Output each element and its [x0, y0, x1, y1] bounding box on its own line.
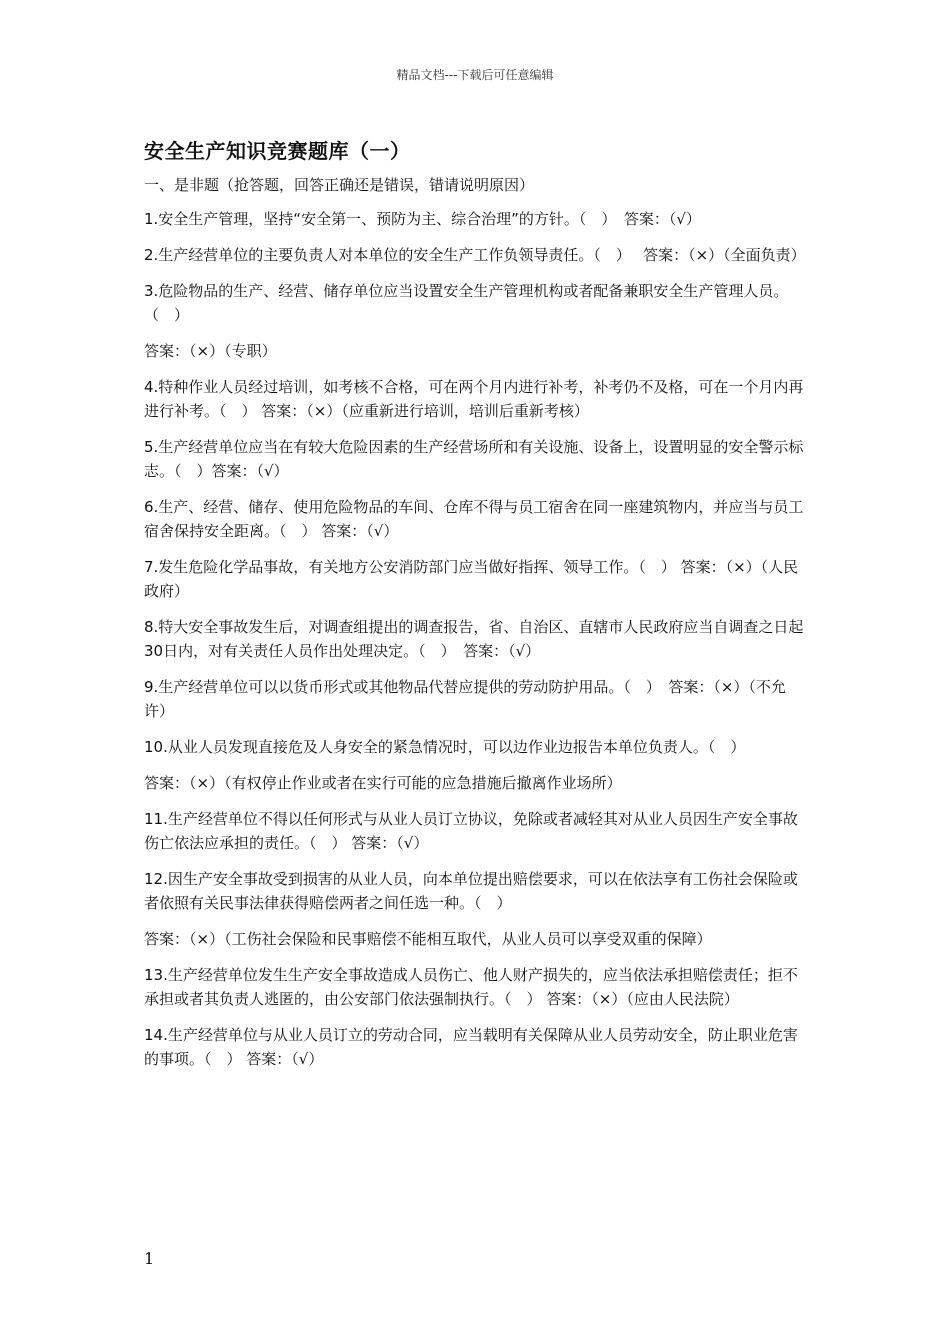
section-heading: 一、是非题（抢答题，回答正确还是错误，错请说明原因）: [144, 176, 535, 194]
answer-10: 答案：（×）（有权停止作业或者在实行可能的应急措施后撤离作业场所）: [144, 774, 622, 792]
question-9: 9.生产经营单位可以以货币形式或其他物品代替应提供的劳动防护用品。（ ） 答案：（×）（不允许）: [144, 678, 786, 720]
question-1: 1.安全生产管理，坚持“安全第一、预防为主、综合治理”的方针。（ ） 答案：（√）: [144, 210, 701, 228]
question-8: 8.特大安全事故发生后，对调查组提出的调查报告，省、自治区、直辖市人民政府应当自调查之日起30日内，对有关责任人员作出处理决定。（ ） 答案：（√）: [144, 618, 804, 660]
question-5: 5.生产经营单位应当在有较大危险因素的生产经营场所和有关设施、设备上，设置明显的安全警示标志。（ ）答案：（√）: [144, 438, 804, 480]
question-list: [144, 207, 808, 1083]
question-6: 6.生产、经营、储存、使用危险物品的车间、仓库不得与员工宿舍在同一座建筑物内，并应当与员工宿舍保持安全距离。（ ） 答案：（√）: [144, 498, 804, 540]
answer-12: 答案：（×）（工伤社会保险和民事赔偿不能相互取代，从业人员可以享受双重的保障）: [144, 930, 712, 948]
question-11: 11.生产经营单位不得以任何形式与从业人员订立协议，免除或者减轻其对从业人员因生产安全事故伤亡依法应承担的责任。（ ） 答案：（√）: [144, 810, 798, 852]
question-12: 12.因生产安全事故受到损害的从业人员，向本单位提出赔偿要求，可以在依法享有工伤社会保险或者依照有关民事法律获得赔偿两者之间任选一种。（ ）: [144, 870, 798, 912]
answer-3: 答案：（×）（专职）: [144, 342, 277, 360]
question-7: 7.发生危险化学品事故，有关地方公安消防部门应当做好指挥、领导工作。（ ） 答案：（×）（人民政府）: [144, 558, 799, 600]
question-13: 13.生产经营单位发生生产安全事故造成人员伤亡、他人财产损失的，应当依法承担赔偿责任；拒不承担或者其负责人逃匿的，由公安部门依法强制执行。（ ） 答案：（×）（应由人民法院）: [144, 966, 798, 1008]
document-title: 安全生产知识竞赛题库（一）: [144, 139, 411, 163]
page-number: 1: [144, 1249, 155, 1268]
question-2: 2.生产经营单位的主要负责人对本单位的安全生产工作负领导责任。（ ） 答案：（×）（全面负责）: [144, 246, 806, 264]
page-header: 精品文档---下载后可任意编辑: [396, 68, 554, 82]
question-10: 10.从业人员发现直接危及人身安全的紧急情况时，可以边作业边报告本单位负责人。（ ）: [144, 738, 746, 756]
question-3: 3.危险物品的生产、经营、储存单位应当设置安全生产管理机构或者配备兼职安全生产管理人员。（ ）: [144, 282, 789, 324]
question-4: 4.特种作业人员经过培训，如考核不合格，可在两个月内进行补考，补考仍不及格，可在一个月内再进行补考。（ ） 答案：（×）（应重新进行培训，培训后重新考核）: [144, 378, 804, 420]
question-14: 14.生产经营单位与从业人员订立的劳动合同，应当载明有关保障从业人员劳动安全，防止职业危害的事项。（ ） 答案：（√）: [144, 1026, 798, 1068]
